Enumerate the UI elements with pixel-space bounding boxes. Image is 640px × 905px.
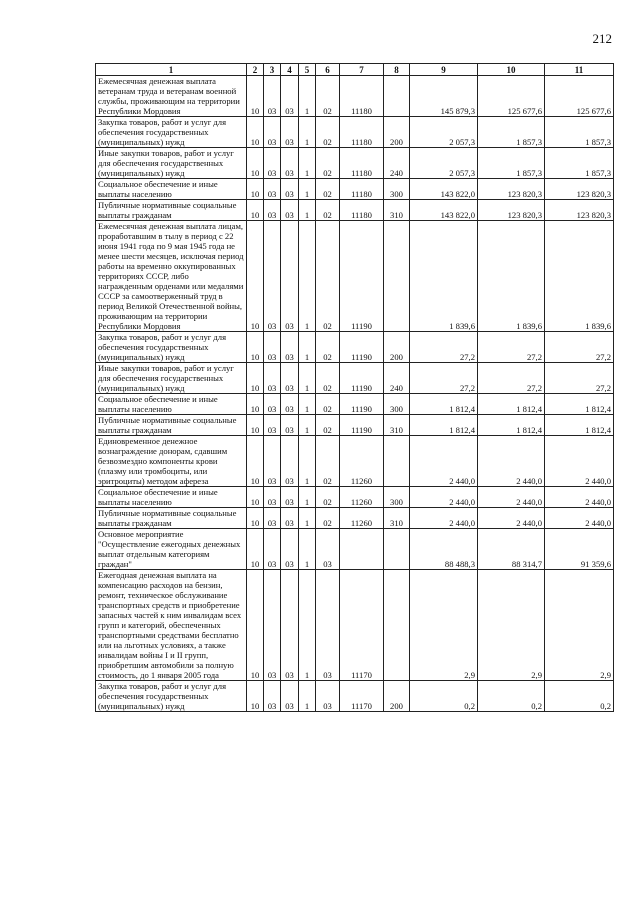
- amount-year2-cell: 125 677,6: [478, 76, 545, 117]
- column-header: 6: [316, 64, 340, 76]
- subprogram-code-cell: 03: [316, 570, 340, 681]
- program-code-cell: 1: [299, 148, 316, 179]
- expense-code-cell: 11190: [340, 415, 384, 436]
- row-name-cell: Публичные нормативные социальные выплаты гражданам: [96, 200, 247, 221]
- expense-code-cell: 11180: [340, 76, 384, 117]
- expense-code-cell: 11180: [340, 117, 384, 148]
- table-row: [96, 508, 614, 529]
- pr-code-cell: 03: [281, 148, 299, 179]
- row-name-cell: Иные закупки товаров, работ и услуг для обеспечения государственных (муниципальных) нужд: [96, 148, 247, 179]
- budget-table: [95, 63, 614, 712]
- rz-code-cell: 03: [264, 415, 281, 436]
- subprogram-code-cell: 02: [316, 332, 340, 363]
- expense-code-cell: 11260: [340, 487, 384, 508]
- program-code-cell: 1: [299, 508, 316, 529]
- rz-code-cell: 03: [264, 148, 281, 179]
- vr-code-cell: 300: [384, 487, 410, 508]
- vr-code-cell: 310: [384, 200, 410, 221]
- table-row: [96, 179, 614, 200]
- row-name-cell: Иные закупки товаров, работ и услуг для обеспечения государственных (муниципальных) нужд: [96, 363, 247, 394]
- subprogram-code-cell: 02: [316, 179, 340, 200]
- table-row: [96, 221, 614, 332]
- amount-year3-cell: 2 440,0: [545, 508, 614, 529]
- row-name-cell: Единовременное денежное вознаграждение донорам, сдавшим безвозмездно компоненты крови (плазму или тромбоциты, или эритроциты) методом афереза: [96, 436, 247, 487]
- program-code-cell: 1: [299, 76, 316, 117]
- row-name-cell: Закупка товаров, работ и услуг для обеспечения государственных (муниципальных) нужд: [96, 117, 247, 148]
- table-row: [96, 394, 614, 415]
- rz-code-cell: 03: [264, 179, 281, 200]
- pr-code-cell: 03: [281, 117, 299, 148]
- amount-year1-cell: 27,2: [410, 332, 478, 363]
- program-code-cell: 1: [299, 487, 316, 508]
- amount-year1-cell: 2 440,0: [410, 436, 478, 487]
- amount-year1-cell: 88 488,3: [410, 529, 478, 570]
- rz-code-cell: 03: [264, 221, 281, 332]
- vr-code-cell: 240: [384, 148, 410, 179]
- amount-year1-cell: 145 879,3: [410, 76, 478, 117]
- row-name-cell: Публичные нормативные социальные выплаты гражданам: [96, 415, 247, 436]
- pr-code-cell: 03: [281, 570, 299, 681]
- rz-code-cell: 03: [264, 394, 281, 415]
- amount-year3-cell: 0,2: [545, 681, 614, 712]
- pr-code-cell: 03: [281, 221, 299, 332]
- gr-code-cell: 10: [247, 415, 264, 436]
- pr-code-cell: 03: [281, 179, 299, 200]
- table-row: [96, 570, 614, 681]
- amount-year3-cell: 27,2: [545, 363, 614, 394]
- amount-year1-cell: 27,2: [410, 363, 478, 394]
- expense-code-cell: 11260: [340, 508, 384, 529]
- expense-code-cell: 11190: [340, 221, 384, 332]
- rz-code-cell: 03: [264, 508, 281, 529]
- expense-code-cell: 11180: [340, 200, 384, 221]
- amount-year1-cell: 1 812,4: [410, 394, 478, 415]
- vr-code-cell: [384, 436, 410, 487]
- table-row: [96, 148, 614, 179]
- row-name-cell: Публичные нормативные социальные выплаты гражданам: [96, 508, 247, 529]
- amount-year3-cell: 125 677,6: [545, 76, 614, 117]
- gr-code-cell: 10: [247, 179, 264, 200]
- pr-code-cell: 03: [281, 508, 299, 529]
- pr-code-cell: 03: [281, 415, 299, 436]
- vr-code-cell: 200: [384, 681, 410, 712]
- row-name-cell: Ежемесячная денежная выплата ветеранам труда и ветеранам военной службы, проживающим на территории Республики Мордовия: [96, 76, 247, 117]
- expense-code-cell: 11170: [340, 570, 384, 681]
- amount-year2-cell: 27,2: [478, 332, 545, 363]
- gr-code-cell: 10: [247, 117, 264, 148]
- program-code-cell: 1: [299, 570, 316, 681]
- amount-year3-cell: 2 440,0: [545, 487, 614, 508]
- rz-code-cell: 03: [264, 487, 281, 508]
- vr-code-cell: 200: [384, 117, 410, 148]
- rz-code-cell: 03: [264, 76, 281, 117]
- gr-code-cell: 10: [247, 148, 264, 179]
- amount-year1-cell: 2 057,3: [410, 117, 478, 148]
- amount-year2-cell: 1 839,6: [478, 221, 545, 332]
- header-row: [96, 64, 614, 76]
- rz-code-cell: 03: [264, 436, 281, 487]
- column-header: 7: [340, 64, 384, 76]
- table-row: [96, 332, 614, 363]
- pr-code-cell: 03: [281, 332, 299, 363]
- row-name-cell: Закупка товаров, работ и услуг для обеспечения государственных (муниципальных) нужд: [96, 332, 247, 363]
- gr-code-cell: 10: [247, 508, 264, 529]
- amount-year2-cell: 123 820,3: [478, 179, 545, 200]
- expense-code-cell: 11190: [340, 332, 384, 363]
- subprogram-code-cell: 03: [316, 681, 340, 712]
- program-code-cell: 1: [299, 221, 316, 332]
- amount-year2-cell: 2 440,0: [478, 508, 545, 529]
- gr-code-cell: 10: [247, 487, 264, 508]
- vr-code-cell: [384, 221, 410, 332]
- program-code-cell: 1: [299, 681, 316, 712]
- gr-code-cell: 10: [247, 221, 264, 332]
- expense-code-cell: 11170: [340, 681, 384, 712]
- expense-code-cell: 11190: [340, 394, 384, 415]
- row-name-cell: Социальное обеспечение и иные выплаты населению: [96, 487, 247, 508]
- row-name-cell: Основное мероприятие "Осуществление ежегодных денежных выплат отдельным категориям граждан": [96, 529, 247, 570]
- vr-code-cell: 300: [384, 394, 410, 415]
- expense-code-cell: 11180: [340, 148, 384, 179]
- amount-year3-cell: 1 857,3: [545, 148, 614, 179]
- gr-code-cell: 10: [247, 76, 264, 117]
- amount-year2-cell: 0,2: [478, 681, 545, 712]
- amount-year2-cell: 27,2: [478, 363, 545, 394]
- pr-code-cell: 03: [281, 529, 299, 570]
- gr-code-cell: 10: [247, 200, 264, 221]
- table-row: [96, 117, 614, 148]
- amount-year3-cell: 1 812,4: [545, 394, 614, 415]
- row-name-cell: Социальное обеспечение и иные выплаты населению: [96, 394, 247, 415]
- amount-year3-cell: 91 359,6: [545, 529, 614, 570]
- amount-year1-cell: 2,9: [410, 570, 478, 681]
- amount-year2-cell: 1 857,3: [478, 117, 545, 148]
- amount-year1-cell: 2 057,3: [410, 148, 478, 179]
- subprogram-code-cell: 02: [316, 221, 340, 332]
- amount-year3-cell: 123 820,3: [545, 179, 614, 200]
- program-code-cell: 1: [299, 363, 316, 394]
- program-code-cell: 1: [299, 415, 316, 436]
- gr-code-cell: 10: [247, 529, 264, 570]
- amount-year2-cell: 2,9: [478, 570, 545, 681]
- amount-year2-cell: 123 820,3: [478, 200, 545, 221]
- table-row: [96, 76, 614, 117]
- amount-year2-cell: 1 812,4: [478, 415, 545, 436]
- row-name-cell: Ежемесячная денежная выплата лицам, проработавшим в тылу в период с 22 июня 1941 года по 9 мая 1945 года не менее шести месяцев, исключая период работы на временно оккупированных территориях СССР, либо награжденным орденами или медалями СССР за самоотверженный труд в период Великой Отечественной войны, проживающим на территории Республики Мордовия: [96, 221, 247, 332]
- vr-code-cell: [384, 529, 410, 570]
- table-row: [96, 529, 614, 570]
- program-code-cell: 1: [299, 529, 316, 570]
- pr-code-cell: 03: [281, 681, 299, 712]
- gr-code-cell: 10: [247, 436, 264, 487]
- subprogram-code-cell: 02: [316, 117, 340, 148]
- expense-code-cell: 11190: [340, 363, 384, 394]
- column-header: 1: [96, 64, 247, 76]
- subprogram-code-cell: 02: [316, 148, 340, 179]
- vr-code-cell: 310: [384, 415, 410, 436]
- vr-code-cell: 200: [384, 332, 410, 363]
- expense-code-cell: 11180: [340, 179, 384, 200]
- amount-year2-cell: 1 857,3: [478, 148, 545, 179]
- gr-code-cell: 10: [247, 681, 264, 712]
- column-header: 5: [299, 64, 316, 76]
- amount-year1-cell: 143 822,0: [410, 200, 478, 221]
- pr-code-cell: 03: [281, 200, 299, 221]
- row-name-cell: Ежегодная денежная выплата на компенсацию расходов на бензин, ремонт, техническое обслуживание транспортных средств и приобретение запасных частей к ним инвалидам всех групп и категорий, обеспеченных транспортными средствами бесплатно или на льготных условиях, а также инвалидам войны I и II групп, приобретшим автомобили за полную стоимость, до 1 января 2005 года: [96, 570, 247, 681]
- gr-code-cell: 10: [247, 394, 264, 415]
- column-header: 8: [384, 64, 410, 76]
- rz-code-cell: 03: [264, 363, 281, 394]
- gr-code-cell: 10: [247, 332, 264, 363]
- column-header: 11: [545, 64, 614, 76]
- amount-year3-cell: 1 857,3: [545, 117, 614, 148]
- column-header: 2: [247, 64, 264, 76]
- amount-year3-cell: 1 812,4: [545, 415, 614, 436]
- amount-year1-cell: 143 822,0: [410, 179, 478, 200]
- pr-code-cell: 03: [281, 394, 299, 415]
- program-code-cell: 1: [299, 332, 316, 363]
- subprogram-code-cell: 02: [316, 436, 340, 487]
- expense-code-cell: 11260: [340, 436, 384, 487]
- expense-code-cell: [340, 529, 384, 570]
- subprogram-code-cell: 02: [316, 394, 340, 415]
- table-row: [96, 415, 614, 436]
- table-row: [96, 487, 614, 508]
- vr-code-cell: [384, 76, 410, 117]
- amount-year3-cell: 27,2: [545, 332, 614, 363]
- column-header: 4: [281, 64, 299, 76]
- pr-code-cell: 03: [281, 76, 299, 117]
- program-code-cell: 1: [299, 436, 316, 487]
- vr-code-cell: 300: [384, 179, 410, 200]
- table-row: [96, 436, 614, 487]
- amount-year1-cell: 1 839,6: [410, 221, 478, 332]
- program-code-cell: 1: [299, 394, 316, 415]
- rz-code-cell: 03: [264, 681, 281, 712]
- table-row: [96, 681, 614, 712]
- program-code-cell: 1: [299, 117, 316, 148]
- column-header: 10: [478, 64, 545, 76]
- row-name-cell: Социальное обеспечение и иные выплаты населению: [96, 179, 247, 200]
- rz-code-cell: 03: [264, 332, 281, 363]
- subprogram-code-cell: 02: [316, 487, 340, 508]
- amount-year1-cell: 2 440,0: [410, 487, 478, 508]
- table-row: [96, 200, 614, 221]
- gr-code-cell: 10: [247, 363, 264, 394]
- amount-year2-cell: 88 314,7: [478, 529, 545, 570]
- column-header: 9: [410, 64, 478, 76]
- amount-year3-cell: 2,9: [545, 570, 614, 681]
- amount-year3-cell: 1 839,6: [545, 221, 614, 332]
- subprogram-code-cell: 02: [316, 508, 340, 529]
- subprogram-code-cell: 02: [316, 363, 340, 394]
- amount-year1-cell: 0,2: [410, 681, 478, 712]
- subprogram-code-cell: 02: [316, 415, 340, 436]
- rz-code-cell: 03: [264, 570, 281, 681]
- vr-code-cell: 240: [384, 363, 410, 394]
- table-row: [96, 363, 614, 394]
- amount-year2-cell: 2 440,0: [478, 436, 545, 487]
- program-code-cell: 1: [299, 200, 316, 221]
- subprogram-code-cell: 02: [316, 200, 340, 221]
- amount-year1-cell: 2 440,0: [410, 508, 478, 529]
- subprogram-code-cell: 02: [316, 76, 340, 117]
- amount-year3-cell: 123 820,3: [545, 200, 614, 221]
- amount-year2-cell: 1 812,4: [478, 394, 545, 415]
- vr-code-cell: 310: [384, 508, 410, 529]
- vr-code-cell: [384, 570, 410, 681]
- pr-code-cell: 03: [281, 487, 299, 508]
- rz-code-cell: 03: [264, 529, 281, 570]
- gr-code-cell: 10: [247, 570, 264, 681]
- pr-code-cell: 03: [281, 363, 299, 394]
- page-number: 212: [592, 31, 612, 46]
- subprogram-code-cell: 03: [316, 529, 340, 570]
- column-header: 3: [264, 64, 281, 76]
- amount-year1-cell: 1 812,4: [410, 415, 478, 436]
- rz-code-cell: 03: [264, 117, 281, 148]
- rz-code-cell: 03: [264, 200, 281, 221]
- amount-year3-cell: 2 440,0: [545, 436, 614, 487]
- program-code-cell: 1: [299, 179, 316, 200]
- amount-year2-cell: 2 440,0: [478, 487, 545, 508]
- pr-code-cell: 03: [281, 436, 299, 487]
- row-name-cell: Закупка товаров, работ и услуг для обеспечения государственных (муниципальных) нужд: [96, 681, 247, 712]
